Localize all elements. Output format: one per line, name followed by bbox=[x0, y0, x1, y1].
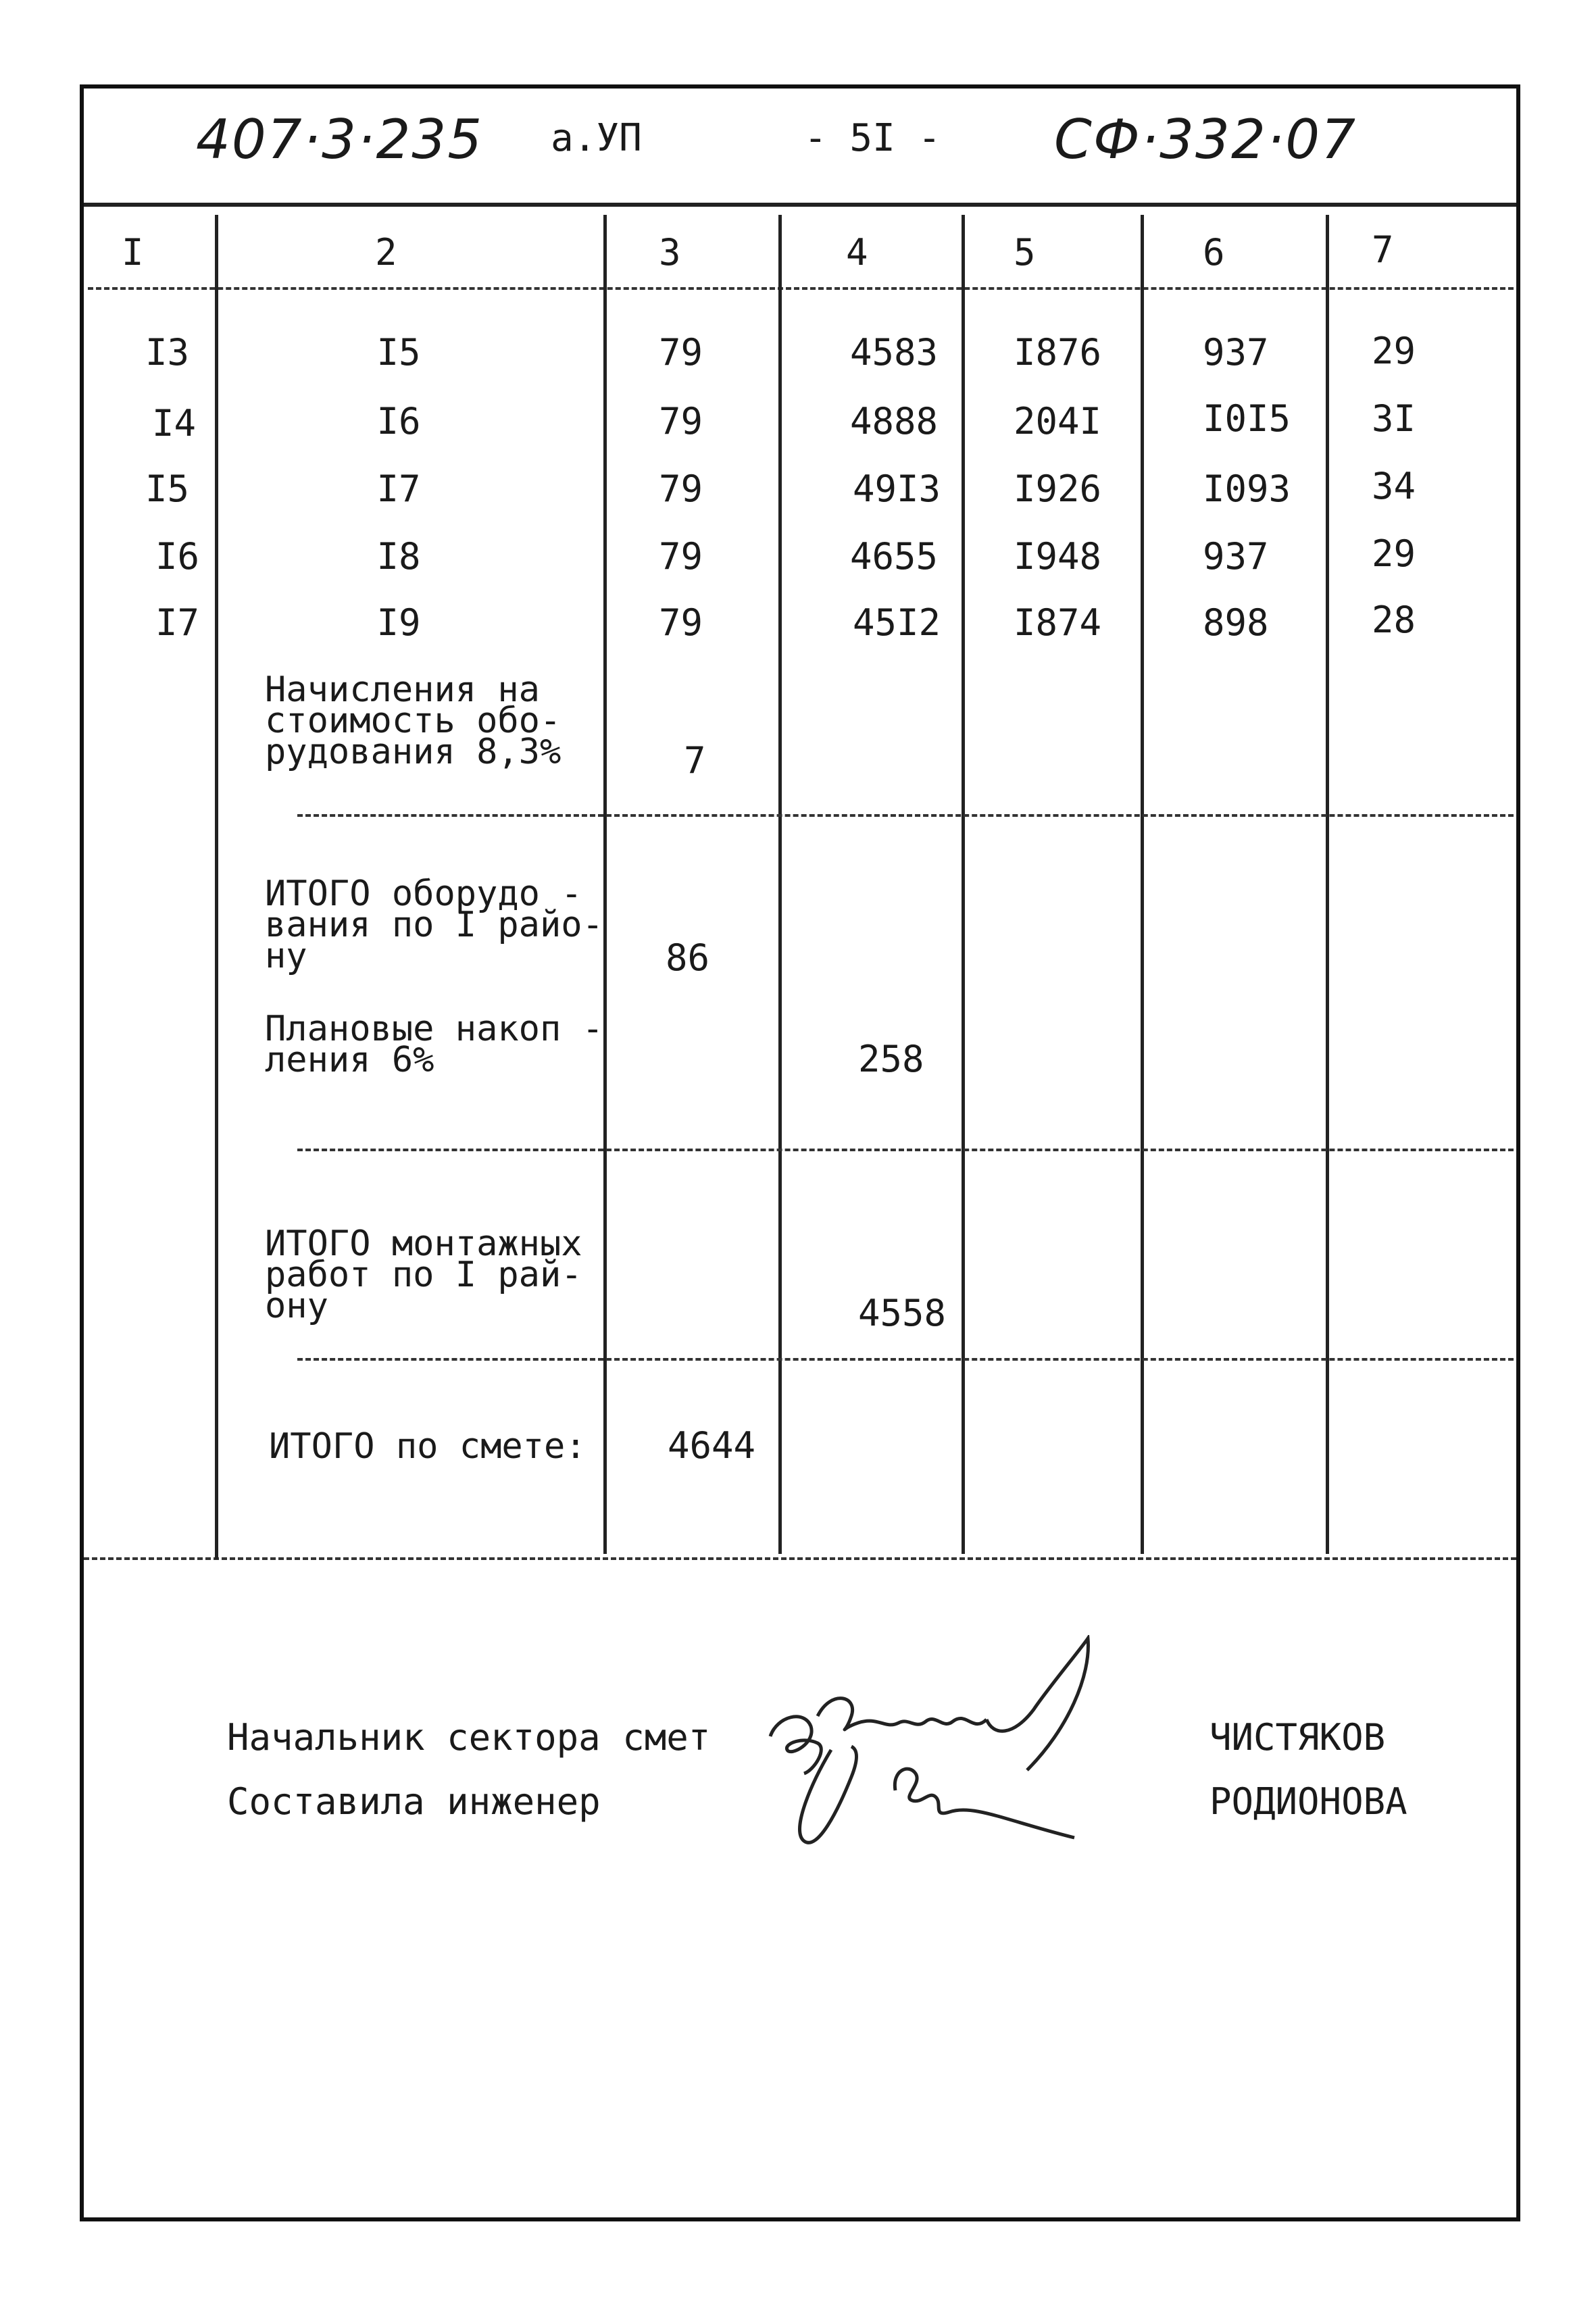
table-cell: I874 bbox=[1014, 601, 1102, 644]
table-cell: 4583 bbox=[850, 331, 939, 374]
summary-value: 4558 bbox=[858, 1292, 947, 1334]
table-cell: I876 bbox=[1014, 331, 1102, 374]
column-header: 5 bbox=[1014, 231, 1036, 274]
table-cell: 79 bbox=[659, 331, 703, 374]
table-cell: I948 bbox=[1014, 535, 1102, 578]
col-divider-6 bbox=[1326, 215, 1329, 1554]
table-cell: 29 bbox=[1372, 532, 1416, 575]
col-divider-2 bbox=[603, 215, 607, 1554]
column-header: 7 bbox=[1372, 228, 1394, 271]
signature-name: РОДИОНОВА bbox=[1210, 1780, 1407, 1823]
table-cell: I5 bbox=[376, 331, 421, 374]
column-header: I bbox=[122, 231, 144, 274]
table-cell: 49I3 bbox=[853, 468, 941, 510]
column-header: 6 bbox=[1203, 231, 1225, 274]
table-cell: 79 bbox=[659, 601, 703, 644]
table-cell: I7 bbox=[155, 601, 200, 644]
summary-value: 86 bbox=[666, 936, 710, 979]
table-cell: 937 bbox=[1203, 535, 1269, 578]
summary-value: 4644 bbox=[668, 1424, 756, 1467]
doc-code: СФ·332·07 bbox=[1054, 108, 1357, 171]
table-cell: 79 bbox=[659, 400, 703, 443]
table-bottom-rule bbox=[84, 1557, 1516, 1560]
table-cell: I6 bbox=[376, 400, 421, 443]
table-cell: I3 bbox=[145, 331, 190, 374]
column-header: 4 bbox=[846, 231, 868, 274]
summary-value: 7 bbox=[684, 739, 706, 782]
handwritten-signature bbox=[750, 1635, 1115, 1858]
summary-label-grand-total: ИТОГО по смете: bbox=[269, 1426, 587, 1467]
table-cell: I0I5 bbox=[1203, 397, 1291, 440]
col-divider-5 bbox=[1141, 215, 1144, 1554]
table-cell: I4 bbox=[152, 402, 197, 445]
summary-label-planned-accumulation: Плановые накоп - ления 6% bbox=[265, 1009, 603, 1080]
table-cell: 79 bbox=[659, 468, 703, 510]
page-number: - 5I - bbox=[804, 116, 941, 160]
table-cell: 4655 bbox=[850, 535, 939, 578]
header-rule bbox=[84, 203, 1516, 207]
table-cell: I7 bbox=[376, 468, 421, 510]
table-cell: I9 bbox=[376, 601, 421, 644]
doc-number: 407·3·235 bbox=[196, 108, 484, 171]
summary-rule bbox=[297, 1358, 1514, 1361]
summary-rule bbox=[297, 1149, 1514, 1151]
table-cell: I5 bbox=[145, 468, 190, 510]
table-cell: 898 bbox=[1203, 601, 1269, 644]
table-cell: I926 bbox=[1014, 468, 1102, 510]
table-cell: I6 bbox=[155, 535, 200, 578]
signature-role: Начальник сектора смет bbox=[227, 1716, 711, 1759]
table-cell: 204I bbox=[1014, 400, 1102, 443]
table-cell: I093 bbox=[1203, 468, 1291, 510]
col-divider-3 bbox=[778, 215, 782, 1554]
summary-rule bbox=[297, 814, 1514, 817]
table-cell: 34 bbox=[1372, 465, 1416, 507]
table-cell: 79 bbox=[659, 535, 703, 578]
column-header: 2 bbox=[375, 231, 397, 274]
table-cell: 4888 bbox=[850, 400, 939, 443]
summary-label-installation-total: ИТОГО монтажных работ по I рай- ону bbox=[265, 1224, 582, 1326]
summary-label-equipment-total: ИТОГО оборудо - вания по I райо- ну bbox=[265, 874, 603, 976]
table-cell: I8 bbox=[376, 535, 421, 578]
summary-label-surcharge: Начисления на стоимость обо- рудования 8,3% bbox=[265, 670, 562, 772]
col-divider-4 bbox=[962, 215, 965, 1554]
table-cell: 28 bbox=[1372, 599, 1416, 641]
table-cell: 937 bbox=[1203, 331, 1269, 374]
column-header-rule bbox=[88, 287, 1514, 290]
album-label: а.УП bbox=[551, 116, 642, 160]
table-cell: 3I bbox=[1372, 397, 1416, 440]
page-frame bbox=[80, 84, 1520, 2221]
column-header: 3 bbox=[659, 231, 681, 274]
summary-value: 258 bbox=[858, 1038, 924, 1080]
signature-name: ЧИСТЯКОВ bbox=[1210, 1716, 1386, 1759]
table-cell: 45I2 bbox=[853, 601, 941, 644]
table-cell: 29 bbox=[1372, 330, 1416, 372]
signature-role: Составила инженер bbox=[227, 1780, 601, 1823]
